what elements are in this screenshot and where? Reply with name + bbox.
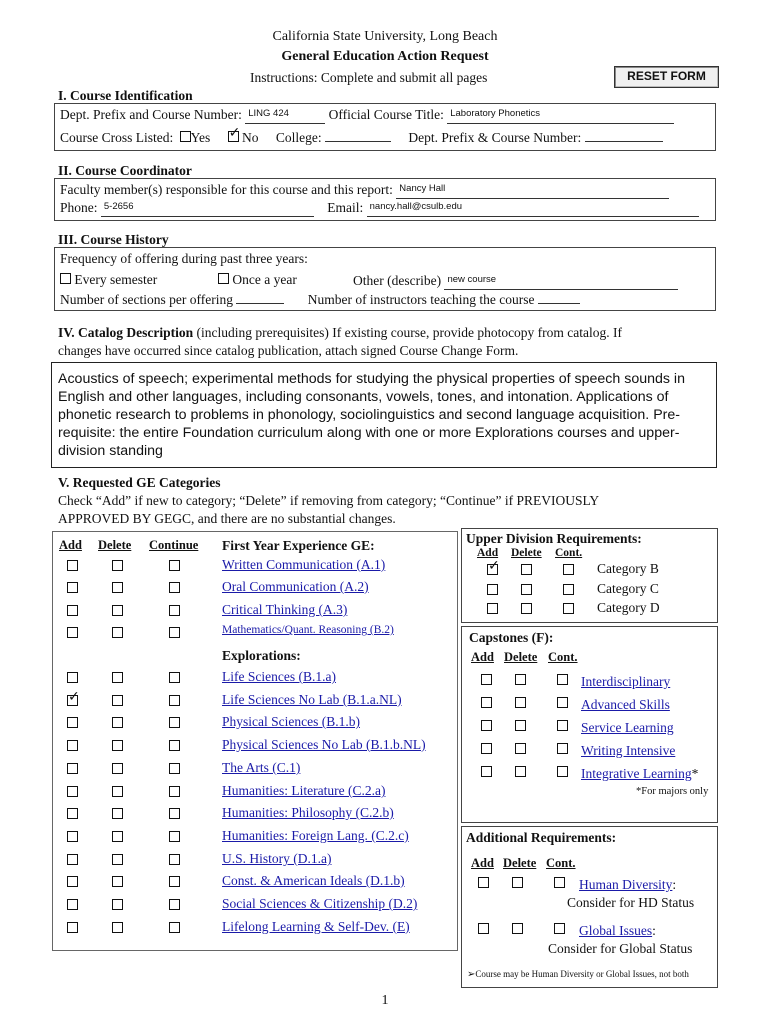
explorations-delete-checkbox[interactable] bbox=[112, 695, 123, 706]
capstone-add-3-wrap bbox=[481, 742, 492, 758]
explorations-add-6-wrap bbox=[67, 807, 78, 823]
capstones-col-cont: Cont. bbox=[548, 650, 578, 664]
explorations-continue-checkbox[interactable] bbox=[169, 876, 180, 887]
upper-add-checkbox[interactable] bbox=[487, 564, 498, 575]
global-delete-checkbox[interactable] bbox=[512, 923, 523, 934]
hd-delete-checkbox-wrap bbox=[512, 876, 523, 892]
fye-continue-checkbox[interactable] bbox=[169, 605, 180, 616]
college-field[interactable] bbox=[325, 141, 391, 142]
upper-category-label: Category C bbox=[597, 581, 659, 596]
explorations-add-9-wrap bbox=[67, 875, 78, 891]
fye-add-2-wrap bbox=[67, 604, 78, 620]
section-5-instructions-2: APPROVED BY GEGC, and there are no substantial changes. bbox=[58, 511, 396, 526]
fye-add-1-wrap bbox=[67, 581, 78, 597]
global-issues-row: Global Issues: bbox=[579, 923, 656, 938]
explorations-delete-0-wrap bbox=[112, 671, 123, 687]
instructors-field[interactable] bbox=[538, 303, 580, 304]
once-a-year-option bbox=[218, 272, 297, 288]
additional-heading: Additional Requirements: bbox=[466, 830, 617, 845]
explorations-continue-10-wrap bbox=[169, 898, 180, 914]
explorations-continue-4-wrap bbox=[169, 762, 180, 778]
explorations-continue-checkbox[interactable] bbox=[169, 717, 180, 728]
human-diversity-row: Human Diversity: bbox=[579, 877, 677, 892]
form-title: General Education Action Request bbox=[281, 49, 489, 64]
explorations-add-0-wrap bbox=[67, 671, 78, 687]
capstone-add-0-wrap bbox=[481, 673, 492, 689]
majors-only-note: *For majors only bbox=[636, 786, 709, 797]
hd-note: Consider for HD Status bbox=[567, 895, 695, 910]
upper-add-2-wrap bbox=[487, 602, 498, 618]
fye-continue-checkbox[interactable] bbox=[169, 560, 180, 571]
explorations-add-5-wrap bbox=[67, 785, 78, 801]
hd-cont-checkbox-wrap bbox=[554, 876, 565, 892]
capstone-add-checkbox[interactable] bbox=[481, 697, 492, 708]
upper-delete-checkbox[interactable] bbox=[521, 584, 532, 595]
fye-continue-1-wrap bbox=[169, 581, 180, 597]
section-1-heading: I. Course Identification bbox=[58, 88, 193, 103]
fye-add-checkbox[interactable] bbox=[67, 627, 78, 638]
cross-listed-yes-checkbox[interactable] bbox=[180, 131, 191, 142]
capstone-row-label bbox=[581, 697, 670, 713]
fye-add-checkbox[interactable] bbox=[67, 605, 78, 616]
capstone-row-label bbox=[581, 766, 698, 782]
explorations-category-link[interactable]: Humanities: Foreign Lang. (C.2.c) bbox=[222, 828, 409, 843]
explorations-category-link[interactable]: Life Sciences (B.1.a) bbox=[222, 669, 336, 684]
capstone-delete-checkbox[interactable] bbox=[515, 743, 526, 754]
course-title-label: Official Course Title: bbox=[328, 107, 444, 122]
explorations-continue-checkbox[interactable] bbox=[169, 695, 180, 706]
other-label: Other (describe) bbox=[353, 273, 442, 288]
capstone-cont-2-wrap bbox=[557, 719, 568, 735]
cross-dept-field[interactable] bbox=[585, 141, 663, 142]
upper-delete-2-wrap bbox=[521, 602, 532, 618]
explorations-continue-0-wrap bbox=[169, 671, 180, 687]
human-diversity-link[interactable]: Human Diversity bbox=[579, 877, 673, 892]
cross-listed-no-checkbox[interactable] bbox=[228, 131, 239, 142]
capstone-cont-checkbox[interactable] bbox=[557, 720, 568, 731]
explorations-delete-checkbox[interactable] bbox=[112, 717, 123, 728]
upper-category-label: Category D bbox=[597, 600, 660, 615]
faculty-field[interactable]: Nancy Hall bbox=[396, 184, 669, 199]
other-field[interactable]: new course bbox=[444, 275, 678, 290]
capstone-add-checkbox[interactable] bbox=[481, 720, 492, 731]
global-note: Consider for Global Status bbox=[548, 941, 693, 956]
global-cont-checkbox[interactable] bbox=[554, 923, 565, 934]
section-4-heading: IV. Catalog Description (including prerequisites) If existing course, provide photocopy from catalog. If bbox=[58, 325, 623, 340]
explorations-delete-10-wrap bbox=[112, 898, 123, 914]
explorations-add-11-wrap bbox=[67, 921, 78, 937]
explorations-category-link[interactable]: Const. & American Ideals (D.1.b) bbox=[222, 873, 405, 888]
capstone-add-checkbox[interactable] bbox=[481, 766, 492, 777]
upper-category-label: Category B bbox=[597, 561, 659, 576]
hd-add-checkbox-wrap bbox=[478, 876, 489, 892]
explorations-continue-checkbox[interactable] bbox=[169, 899, 180, 910]
catalog-description-field[interactable]: Acoustics of speech; experimental methods for studying the physical properties of speech sounds in English and other languages, including consonants, vowels, tones, and intonation. Applications of phonetic research to problems in phonology, sociolinguistics and second language acquisition. Pre-requisite: the entire Foundation curriculum along with one or more Explorations courses and upper-division standing bbox=[51, 362, 717, 468]
explorations-category-link[interactable]: Physical Sciences No Lab (B.1.b.NL) bbox=[222, 737, 426, 752]
explorations-delete-checkbox[interactable] bbox=[112, 854, 123, 865]
section-5-heading: V. Requested GE Categories bbox=[58, 475, 221, 490]
global-issues-link[interactable]: Global Issues bbox=[579, 923, 653, 938]
fye-delete-checkbox[interactable] bbox=[112, 605, 123, 616]
explorations-category-link[interactable]: The Arts (C.1) bbox=[222, 760, 301, 775]
capstone-delete-checkbox[interactable] bbox=[515, 720, 526, 731]
explorations-add-checkbox[interactable] bbox=[67, 808, 78, 819]
explorations-delete-5-wrap bbox=[112, 785, 123, 801]
explorations-continue-6-wrap bbox=[169, 807, 180, 823]
capstone-add-checkbox[interactable] bbox=[481, 743, 492, 754]
university-name: California State University, Long Beach bbox=[272, 29, 498, 44]
capstone-add-1-wrap bbox=[481, 696, 492, 712]
fye-add-checkbox[interactable] bbox=[67, 582, 78, 593]
capstone-add-2-wrap bbox=[481, 719, 492, 735]
explorations-heading: Explorations: bbox=[222, 648, 301, 663]
cross-dept-label: Dept. Prefix & Course Number: bbox=[408, 130, 582, 145]
instructors-label: Number of instructors teaching the course bbox=[307, 292, 535, 307]
explorations-add-10-wrap bbox=[67, 898, 78, 914]
capstone-delete-checkbox[interactable] bbox=[515, 697, 526, 708]
frequency-label: Frequency of offering during past three years: bbox=[60, 251, 308, 266]
capstones-heading: Capstones (F): bbox=[469, 630, 554, 645]
additional-footnote: ➢Course may be Human Diversity or Global Issues, not both bbox=[467, 969, 689, 980]
explorations-delete-11-wrap bbox=[112, 921, 123, 937]
explorations-continue-8-wrap bbox=[169, 853, 180, 869]
explorations-continue-9-wrap bbox=[169, 875, 180, 891]
fye-category-link[interactable]: Mathematics/Quant. Reasoning (B.2) bbox=[222, 624, 394, 636]
explorations-delete-8-wrap bbox=[112, 853, 123, 869]
explorations-delete-checkbox[interactable] bbox=[112, 876, 123, 887]
global-delete-checkbox-wrap bbox=[512, 922, 523, 938]
upper-cont-checkbox[interactable] bbox=[563, 564, 574, 575]
explorations-continue-checkbox[interactable] bbox=[169, 808, 180, 819]
explorations-delete-checkbox[interactable] bbox=[112, 672, 123, 683]
fye-delete-checkbox[interactable] bbox=[112, 560, 123, 571]
upper-cont-1-wrap bbox=[563, 583, 574, 599]
faculty-label: Faculty member(s) responsible for this course and this report: bbox=[60, 182, 393, 197]
additional-col-cont: Cont. bbox=[546, 856, 576, 870]
explorations-add-checkbox[interactable] bbox=[67, 672, 78, 683]
fye-delete-1-wrap bbox=[112, 581, 123, 597]
capstone-delete-3-wrap bbox=[515, 742, 526, 758]
hd-add-checkbox[interactable] bbox=[478, 877, 489, 888]
fye-continue-checkbox[interactable] bbox=[169, 627, 180, 638]
no-label: No bbox=[242, 130, 259, 145]
sections-row bbox=[60, 292, 580, 308]
upper-delete-checkbox[interactable] bbox=[521, 603, 532, 614]
fye-continue-checkbox[interactable] bbox=[169, 582, 180, 593]
explorations-add-2-wrap bbox=[67, 716, 78, 732]
explorations-continue-7-wrap bbox=[169, 830, 180, 846]
phone-field[interactable]: 5-2656 bbox=[101, 202, 314, 217]
capstone-asterisk: * bbox=[691, 766, 699, 781]
fye-add-3-wrap bbox=[67, 626, 78, 642]
section-2-heading: II. Course Coordinator bbox=[58, 163, 192, 178]
capstones-col-add: Add bbox=[471, 650, 494, 664]
capstone-delete-4-wrap bbox=[515, 765, 526, 781]
explorations-continue-checkbox[interactable] bbox=[169, 763, 180, 774]
explorations-delete-1-wrap bbox=[112, 694, 123, 710]
course-number-field[interactable]: LING 424 bbox=[245, 109, 325, 124]
capstone-cont-4-wrap bbox=[557, 765, 568, 781]
fye-continue-0-wrap bbox=[169, 559, 180, 575]
upper-cont-checkbox[interactable] bbox=[563, 584, 574, 595]
explorations-delete-2-wrap bbox=[112, 716, 123, 732]
fye-category-link[interactable]: Written Communication (A.1) bbox=[222, 557, 386, 572]
global-add-checkbox[interactable] bbox=[478, 923, 489, 934]
explorations-delete-checkbox[interactable] bbox=[112, 740, 123, 751]
capstone-row-label bbox=[581, 743, 675, 759]
explorations-continue-11-wrap bbox=[169, 921, 180, 937]
fye-delete-checkbox[interactable] bbox=[112, 582, 123, 593]
capstone-delete-checkbox[interactable] bbox=[515, 766, 526, 777]
explorations-add-8-wrap bbox=[67, 853, 78, 869]
capstone-cont-checkbox[interactable] bbox=[557, 697, 568, 708]
col-add-header: Add bbox=[59, 538, 82, 552]
arrow-icon: ➢ bbox=[467, 969, 476, 980]
explorations-add-checkbox[interactable] bbox=[67, 740, 78, 751]
capstone-link[interactable]: Integrative Learning bbox=[581, 766, 692, 781]
explorations-delete-7-wrap bbox=[112, 830, 123, 846]
fye-delete-3-wrap bbox=[112, 626, 123, 642]
fye-delete-2-wrap bbox=[112, 604, 123, 620]
upper-add-1-wrap bbox=[487, 583, 498, 599]
hd-cont-checkbox[interactable] bbox=[554, 877, 565, 888]
section-4-instructions: changes have occurred since catalog publication, attach signed Course Change Form. bbox=[58, 343, 519, 358]
explorations-add-3-wrap bbox=[67, 739, 78, 755]
explorations-add-checkbox[interactable] bbox=[67, 876, 78, 887]
upper-add-0-wrap bbox=[487, 563, 498, 579]
capstone-row-label bbox=[581, 720, 674, 736]
capstones-col-delete: Delete bbox=[504, 650, 538, 664]
cross-listed-row bbox=[60, 130, 663, 146]
contact-row bbox=[60, 200, 699, 217]
explorations-continue-5-wrap bbox=[169, 785, 180, 801]
capstone-cont-checkbox[interactable] bbox=[557, 743, 568, 754]
explorations-continue-2-wrap bbox=[169, 716, 180, 732]
reset-form-button[interactable]: RESET FORM bbox=[614, 66, 719, 88]
explorations-delete-checkbox[interactable] bbox=[112, 786, 123, 797]
col-continue-header: Continue bbox=[149, 538, 199, 552]
capstone-delete-1-wrap bbox=[515, 696, 526, 712]
hd-delete-checkbox[interactable] bbox=[512, 877, 523, 888]
explorations-category-link[interactable]: U.S. History (D.1.a) bbox=[222, 851, 332, 866]
explorations-add-4-wrap bbox=[67, 762, 78, 778]
upper-delete-checkbox[interactable] bbox=[521, 564, 532, 575]
explorations-continue-1-wrap bbox=[169, 694, 180, 710]
explorations-category-link[interactable]: Lifelong Learning & Self-Dev. (E) bbox=[222, 919, 410, 934]
upper-delete-1-wrap bbox=[521, 583, 532, 599]
fye-delete-0-wrap bbox=[112, 559, 123, 575]
section-3-heading: III. Course History bbox=[58, 232, 169, 247]
capstone-cont-3-wrap bbox=[557, 742, 568, 758]
course-number-row bbox=[60, 107, 674, 124]
sections-label: Number of sections per offering bbox=[60, 292, 233, 307]
explorations-delete-checkbox[interactable] bbox=[112, 763, 123, 774]
capstone-cont-0-wrap bbox=[557, 673, 568, 689]
explorations-continue-checkbox[interactable] bbox=[169, 922, 180, 933]
explorations-delete-checkbox[interactable] bbox=[112, 922, 123, 933]
upper-add-checkbox[interactable] bbox=[487, 603, 498, 614]
capstone-link[interactable]: Interdisciplinary bbox=[581, 674, 671, 689]
explorations-continue-3-wrap bbox=[169, 739, 180, 755]
upper-division-heading: Upper Division Requirements: bbox=[466, 531, 642, 546]
explorations-category-link[interactable]: Life Sciences No Lab (B.1.a.NL) bbox=[222, 692, 402, 707]
instructions: Instructions: Complete and submit all pages bbox=[250, 70, 488, 85]
additional-col-add: Add bbox=[471, 856, 494, 870]
explorations-add-checkbox[interactable] bbox=[67, 922, 78, 933]
explorations-add-7-wrap bbox=[67, 830, 78, 846]
explorations-category-link[interactable]: Humanities: Literature (C.2.a) bbox=[222, 783, 386, 798]
capstone-link[interactable]: Writing Intensive bbox=[581, 743, 676, 758]
college-label: College: bbox=[275, 130, 322, 145]
capstone-delete-0-wrap bbox=[515, 673, 526, 689]
explorations-delete-9-wrap bbox=[112, 875, 123, 891]
capstone-cont-checkbox[interactable] bbox=[557, 766, 568, 777]
fye-delete-checkbox[interactable] bbox=[112, 627, 123, 638]
upper-delete-0-wrap bbox=[521, 563, 532, 579]
fye-add-checkbox[interactable] bbox=[67, 560, 78, 571]
fye-continue-2-wrap bbox=[169, 604, 180, 620]
explorations-category-link[interactable]: Humanities: Philosophy (C.2.b) bbox=[222, 805, 394, 820]
course-number-label: Dept. Prefix and Course Number: bbox=[60, 107, 242, 122]
explorations-category-link[interactable]: Social Sciences & Citizenship (D.2) bbox=[222, 896, 418, 911]
yes-label: Yes bbox=[190, 130, 211, 145]
capstone-delete-checkbox[interactable] bbox=[515, 674, 526, 685]
other-option bbox=[353, 273, 678, 290]
capstone-link[interactable]: Service Learning bbox=[581, 720, 674, 735]
explorations-continue-checkbox[interactable] bbox=[169, 786, 180, 797]
capstone-cont-1-wrap bbox=[557, 696, 568, 712]
fye-heading: First Year Experience GE: bbox=[222, 538, 375, 553]
explorations-add-checkbox[interactable] bbox=[67, 899, 78, 910]
explorations-delete-checkbox[interactable] bbox=[112, 899, 123, 910]
fye-category-link[interactable]: Critical Thinking (A.3) bbox=[222, 602, 348, 617]
explorations-continue-checkbox[interactable] bbox=[169, 854, 180, 865]
explorations-delete-6-wrap bbox=[112, 807, 123, 823]
explorations-add-1-wrap bbox=[67, 694, 78, 710]
upper-cont-0-wrap bbox=[563, 563, 574, 579]
upper-add-checkbox[interactable] bbox=[487, 584, 498, 595]
fye-add-0-wrap bbox=[67, 559, 78, 575]
capstone-add-4-wrap bbox=[481, 765, 492, 781]
upper-cont-checkbox[interactable] bbox=[563, 603, 574, 614]
upper-col-delete: Delete bbox=[511, 547, 542, 559]
explorations-add-checkbox[interactable] bbox=[67, 763, 78, 774]
every-semester-checkbox[interactable] bbox=[60, 273, 71, 284]
once-a-year-label: Once a year bbox=[232, 272, 297, 287]
explorations-add-checkbox[interactable] bbox=[67, 831, 78, 842]
col-delete-header: Delete bbox=[98, 538, 132, 552]
explorations-continue-checkbox[interactable] bbox=[169, 831, 180, 842]
upper-col-add: Add bbox=[477, 547, 499, 559]
explorations-delete-checkbox[interactable] bbox=[112, 831, 123, 842]
capstone-row-label bbox=[581, 674, 670, 690]
explorations-delete-4-wrap bbox=[112, 762, 123, 778]
course-title-field[interactable]: Laboratory Phonetics bbox=[447, 109, 674, 124]
explorations-add-checkbox[interactable] bbox=[67, 786, 78, 797]
global-cont-checkbox-wrap bbox=[554, 922, 565, 938]
fye-category-link[interactable]: Oral Communication (A.2) bbox=[222, 579, 369, 594]
global-add-checkbox-wrap bbox=[478, 922, 489, 938]
upper-cont-2-wrap bbox=[563, 602, 574, 618]
email-field[interactable]: nancy.hall@csulb.edu bbox=[367, 202, 699, 217]
upper-col-cont: Cont. bbox=[555, 547, 583, 559]
cross-listed-label: Course Cross Listed: bbox=[60, 130, 174, 145]
sections-field[interactable] bbox=[236, 303, 284, 304]
explorations-continue-checkbox[interactable] bbox=[169, 672, 180, 683]
capstone-add-checkbox[interactable] bbox=[481, 674, 492, 685]
explorations-add-checkbox[interactable] bbox=[67, 717, 78, 728]
faculty-row bbox=[60, 182, 669, 199]
explorations-category-link[interactable]: Physical Sciences (B.1.b) bbox=[222, 714, 360, 729]
once-a-year-checkbox[interactable] bbox=[218, 273, 229, 284]
capstone-delete-2-wrap bbox=[515, 719, 526, 735]
phone-label: Phone: bbox=[60, 200, 98, 215]
additional-col-delete: Delete bbox=[503, 856, 537, 870]
explorations-add-checkbox[interactable] bbox=[67, 854, 78, 865]
explorations-delete-checkbox[interactable] bbox=[112, 808, 123, 819]
explorations-add-checkbox[interactable] bbox=[67, 695, 78, 706]
capstone-cont-checkbox[interactable] bbox=[557, 674, 568, 685]
page-number: 1 bbox=[381, 993, 389, 1008]
email-label: Email: bbox=[327, 200, 364, 215]
explorations-continue-checkbox[interactable] bbox=[169, 740, 180, 751]
explorations-delete-3-wrap bbox=[112, 739, 123, 755]
every-semester-option bbox=[60, 272, 157, 288]
section-5-instructions-1: Check “Add” if new to category; “Delete” if removing from category; “Continue” if PREVIOUSLY bbox=[58, 493, 600, 508]
fye-continue-3-wrap bbox=[169, 626, 180, 642]
every-semester-label: Every semester bbox=[74, 272, 158, 287]
capstone-link[interactable]: Advanced Skills bbox=[581, 697, 670, 712]
